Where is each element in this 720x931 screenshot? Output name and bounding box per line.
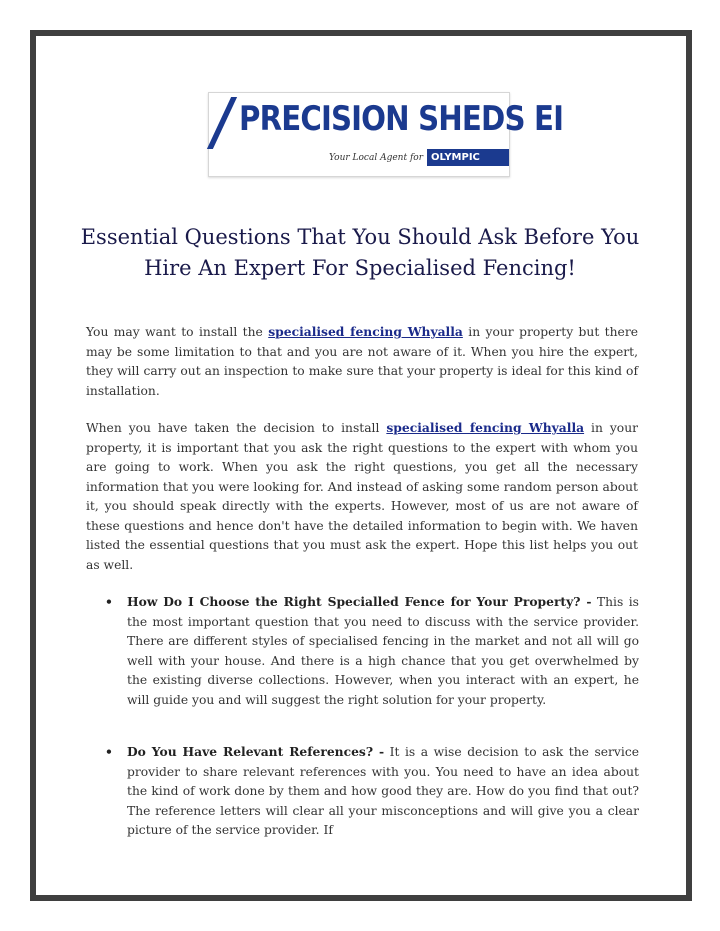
question-list-item [105,742,639,841]
intro-paragraph [86,322,638,401]
logo-name: PRECISION SHEDS EI [239,99,564,139]
question-text: It is a wise decision to ask the service provider to share relevant references with you. You need to have an idea about the kind of work done by them and how good they are. How do you find that out? The reference letters will clear all your misconceptions and will give you a clear picture of the service provider. If [127,745,639,837]
specialised-fencing-link[interactable]: specialised fencing Whyalla [386,420,585,435]
question-text: This is the most important question that you need to discuss with the service provider. There are different styles of specialised fencing in the market and not all will go well with your house. And there is a high chance that you get overwhelmed by the existing diverse collections. However, when you interact with an expert, he will guide you and will suggest the right solution for your property. [127,595,639,707]
paragraph-text: When you have taken the decision to install [86,421,387,435]
question-heading: How Do I Choose the Right Specialled Fence for Your Property? - [127,594,592,609]
paragraph-text: in your property, it is important that you ask the right questions to the expert with whom you are going to work. When you ask the right questions, you get all the necessary information that you were looking for. And instead of asking some random person about it, you should speak directly with the experts. However, most of us are not aware of these questions and hence don't have the detailed information to begin with. We haven listed the essential questions that you must ask the expert. Hope this list helps you out as well. [86,421,638,572]
paragraph-text: in your property but there may be some limitation to that and you are not aware of it. When you hire the expert, they will carry out an inspection to make sure that your property is ideal for this kind of installation. [86,325,638,398]
question-list-item [105,592,639,710]
body-paragraph [86,418,638,575]
document-title: Essential Questions That You Should Ask Before You Hire An Expert For Specialised Fencing! [80,225,640,280]
company-logo [208,92,564,177]
specialised-fencing-link[interactable]: specialised fencing Whyalla [268,324,463,339]
bullet-icon: • [105,744,113,759]
paragraph-text: You may want to install the [86,325,269,339]
partner-logo: OLYMPIC [427,149,509,166]
bullet-icon: • [105,594,113,609]
logo-slash-mark [207,97,237,149]
logo-tagline: Your Local Agent for [329,153,423,163]
question-heading: Do You Have Relevant References? - [127,744,385,759]
